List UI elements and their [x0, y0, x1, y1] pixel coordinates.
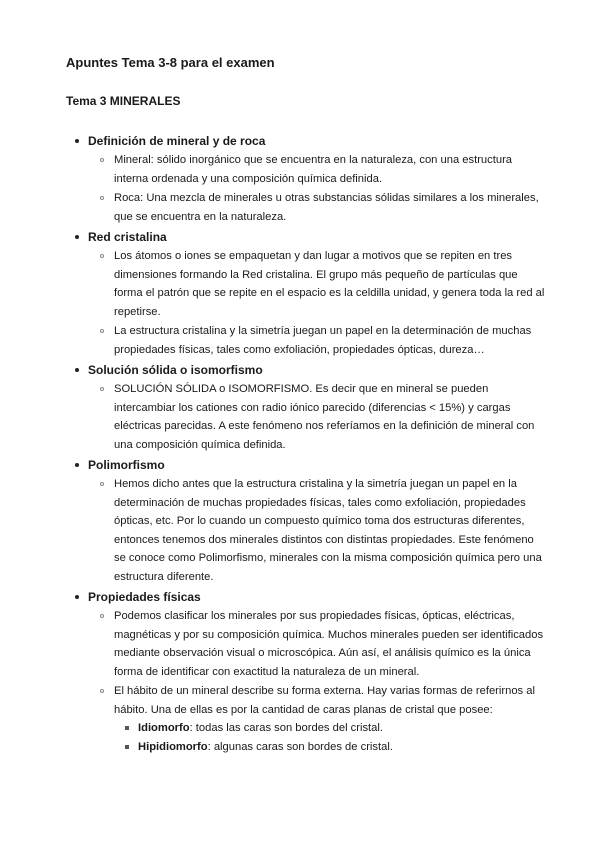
document-title: Apuntes Tema 3-8 para el examen	[66, 55, 275, 70]
topic-title: Polimorfismo	[88, 458, 165, 472]
list-item: SOLUCIÓN SÓLIDA o ISOMORFISMO. Es decir que en mineral se pueden intercambiar los cationes con radio iónico parecido (diferencias < 15%) y cargas eléctricas parecidas. A este fenómeno nos referíamos en la definición de mineral con una composición química definida.	[88, 380, 546, 454]
habit-item	[114, 719, 546, 738]
topic-detail-list	[88, 475, 546, 586]
list-item: Hemos dicho antes que la estructura cristalina y la simetría juegan un papel en la determinación de muchas propiedades físicas, tales como exfoliación, propiedades ópticas, etc. Por lo cuando un compuesto químico toma dos estructuras diferentes, entonces tenemos dos minerales distintos con distintas propiedades. Este fenómeno se conoce como Polimorfismo, minerales con la misma composición química pero una estructura diferente.	[88, 475, 546, 586]
topic-detail-list	[88, 607, 546, 756]
list-item-text: El hábito de un mineral describe su forma externa. Hay varias formas de referirnos al hábito. Una de ellas es por la cantidad de caras planas de cristal que posee:	[114, 685, 535, 716]
topic-detail-list	[88, 151, 546, 226]
topic-title: Propiedades físicas	[88, 590, 201, 604]
topic-list	[66, 132, 546, 758]
list-item: Roca: Una mezcla de minerales u otras substancias sólidas similares a los minerales, que se encuentra en la naturaleza.	[88, 189, 546, 226]
topic-item	[66, 456, 546, 586]
habit-item	[114, 738, 546, 757]
topic-item	[66, 361, 546, 454]
section-title: Tema 3 MINERALES	[66, 94, 181, 108]
habit-term: Hipidiomorfo	[138, 740, 208, 753]
habit-term: Idiomorfo	[138, 722, 190, 734]
list-item: Mineral: sólido inorgánico que se encuentra en la naturaleza, con una estructura interna ordenada y una composición química definida.	[88, 151, 546, 188]
topic-detail-list	[88, 380, 546, 454]
habit-description: : algunas caras son bordes de cristal.	[207, 740, 393, 753]
habit-list	[114, 719, 546, 756]
list-item	[88, 682, 546, 756]
topic-title: Definición de mineral y de roca	[88, 134, 266, 148]
topic-title: Solución sólida o isomorfismo	[88, 363, 263, 377]
habit-description: : todas las caras son bordes del cristal.	[189, 722, 383, 734]
topic-detail-list	[88, 247, 546, 359]
topic-item	[66, 588, 546, 756]
topic-title: Red cristalina	[88, 230, 167, 244]
list-item: La estructura cristalina y la simetría juegan un papel en la determinación de muchas propiedades físicas, tales como exfoliación, propiedades ópticas, dureza…	[88, 322, 546, 359]
topic-item	[66, 132, 546, 226]
list-item: Los átomos o iones se empaquetan y dan lugar a motivos que se repiten en tres dimensiones formando la Red cristalina. El grupo más pequeño de partículas que forma el patrón que se repite en el espacio es la celdilla unidad, y genera toda la red al repetirse.	[88, 247, 546, 321]
list-item: Podemos clasificar los minerales por sus propiedades físicas, ópticas, eléctricas, magnéticas y por su composición química. Muchos minerales pueden ser identificados mediante observación visual o microscópica. Aún así, el análisis químico es la única forma de identificar con exactitud la naturaleza de un mineral.	[88, 607, 546, 681]
topic-item	[66, 228, 546, 359]
